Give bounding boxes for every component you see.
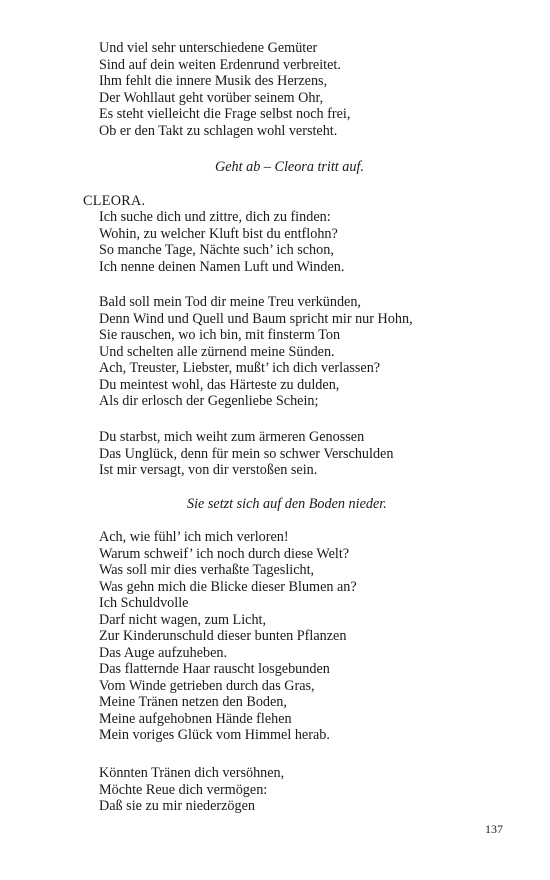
stanza-6 (99, 765, 284, 815)
page-number: 137 (485, 822, 503, 836)
verse-line: Ach, wie fühl’ ich mich verloren! (99, 529, 289, 545)
verse-line: Das flatternde Haar rauscht losgebunden (99, 661, 330, 677)
verse-line: Vom Winde getrieben durch das Gras, (99, 677, 315, 694)
verse-line: Meine Tränen netzen den Boden, (99, 694, 287, 710)
verse-line: Was soll mir dies verhaßte Tageslicht, (99, 562, 315, 578)
verse-line: Meine aufgehobnen Hände flehen (99, 710, 292, 727)
stanza-5 (99, 529, 357, 744)
verse-line: Ich suche dich und zittre, dich zu finden: (99, 209, 331, 225)
stage-direction: Sie setzt sich auf den Boden nieder. (187, 496, 387, 512)
verse-line: Sind auf dein weiten Erdenrund verbreitet. (99, 56, 341, 73)
verse-line: Darf nicht wagen, zum Licht, (99, 611, 267, 628)
verse-line: Bald soll mein Tod dir meine Treu verkünden, (99, 294, 361, 310)
stanza-4 (99, 429, 393, 479)
verse-line: Ich Schuldvolle (99, 595, 189, 611)
verse-line: Mein voriges Glück vom Himmel herab. (99, 727, 330, 743)
verse-line: Du meintest wohl, das Härteste zu dulden, (99, 376, 340, 393)
verse-line: Ach, Treuster, Liebster, mußt’ ich dich verlassen? (99, 360, 381, 376)
verse-line: Ist mir versagt, von dir verstoßen sein. (99, 462, 318, 478)
stage-direction: Geht ab – Cleora tritt auf. (215, 159, 364, 175)
stanza-3 (99, 294, 413, 410)
verse-line: Ob er den Takt zu schlagen wohl versteht. (99, 122, 338, 139)
verse-line: Was gehn mich die Blicke dieser Blumen an? (99, 578, 357, 595)
stanza-2 (99, 209, 344, 275)
verse-line: Denn Wind und Quell und Baum spricht mir nur Hohn, (99, 310, 413, 327)
verse-line: Zur Kinderunschuld dieser bunten Pflanzen (99, 628, 347, 644)
stanza-1 (99, 40, 350, 139)
verse-line: Der Wohllaut geht vorüber seinem Ohr, (99, 89, 324, 106)
verse-line: Das Unglück, denn für mein so schwer Verschulden (99, 445, 394, 462)
verse-line: Das Auge aufzuheben. (99, 644, 228, 661)
verse-line: Sie rauschen, wo ich bin, mit finsterm Ton (99, 327, 341, 343)
verse-line: So manche Tage, Nächte such’ ich schon, (99, 242, 334, 258)
verse-line: Könnten Tränen dich versöhnen, (99, 765, 285, 781)
verse-line: Ihm fehlt die innere Musik des Herzens, (99, 73, 328, 89)
verse-line: Warum schweif’ ich noch durch diese Welt? (99, 545, 350, 562)
verse-line: Daß sie zu mir niederzögen (99, 798, 256, 814)
speaker-name: CLEORA. (83, 193, 146, 209)
verse-line: Es steht vielleicht die Frage selbst noch frei, (99, 106, 351, 122)
verse-line: Wohin, zu welcher Kluft bist du entflohn? (99, 225, 338, 242)
verse-line: Und viel sehr unterschiedene Gemüter (99, 40, 318, 56)
verse-line: Du starbst, mich weiht zum ärmeren Genossen (99, 429, 365, 445)
verse-line: Und schelten alle zürnend meine Sünden. (99, 343, 335, 360)
verse-line: Ich nenne deinen Namen Luft und Winden. (99, 258, 345, 275)
verse-line: Möchte Reue dich vermögen: (99, 781, 268, 798)
verse-line: Als dir erlosch der Gegenliebe Schein; (99, 393, 319, 409)
